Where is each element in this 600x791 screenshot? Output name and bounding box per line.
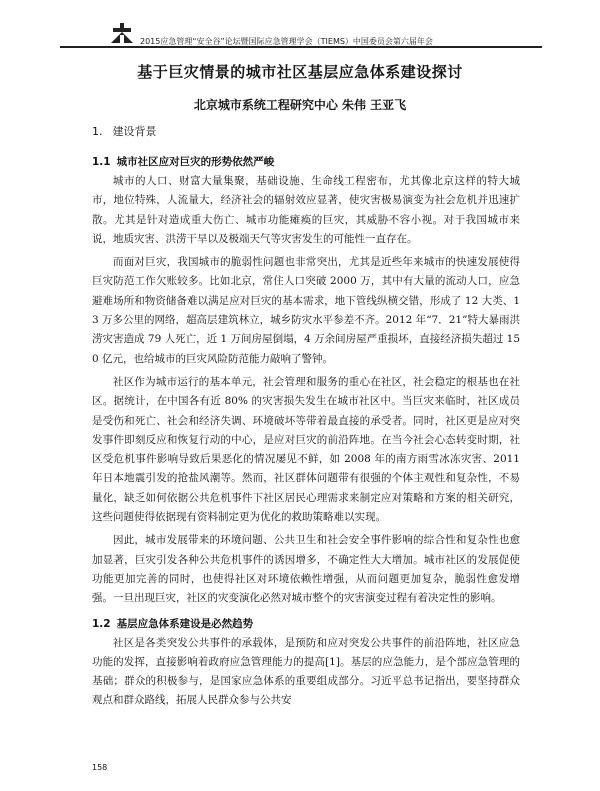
paper-title: 基于巨灾情景的城市社区基层应急体系建设探讨: [137, 63, 463, 81]
subsection-number: 1.1: [92, 156, 111, 168]
subsection-number: 1.2: [92, 617, 111, 630]
page-number: 158: [92, 763, 108, 772]
subsection-heading: [92, 154, 520, 170]
article-body: [92, 124, 520, 715]
paragraph: 社区作为城市运行的基本单元，社会管理和服务的重心在社区，社会稳定的根基也在社区。据统计，在中国各有近 80% 的灾害损失发生在城市社区中。当巨灾来临时，社区成员是受伤和死亡、社会和经济失调、环境破坏等带着最直接的承受者。同时，社区更是应对突发事件即刻反应和恢复行动的中心，是应对巨灾的前沿阵地。在当今社会心态转变时期，社区受危机事件影响导致后果恶化的情况屡见不鲜，如 2008 年的南方雨雪冰冻灾害、2011 年日本地震引发的抢盐风潮等。然而，社区群体问题带有很强的个体主观性和复杂性，不易量化，缺乏如何依据公共危机事件下社区居民心理需求来制定应对策略和方案的相关研究，这些问题使得依据现有资料制定更为优化的救助策略难以实现。: [92, 375, 520, 524]
subsection-title: 基层应急体系建设是必然趋势: [116, 617, 254, 630]
paragraph: 而面对巨灾，我国城市的脆弱性问题也非常突出，尤其是近些年来城市的快速发展使得巨灾防范工作欠账较多。比如北京，常住人口突破 2000 万，其中有大量的流动人口，应急避难场所和物资储备难以满足应对巨灾的基本需求，地下管线纵横交错，形成了 12 大类、13 万多公里的网络，超高层建筑林立，城乡防灾水平参差不齐。2012 年“7．21”特大暴雨洪涝灾害造成 79 人死亡，近 1 万间房屋倒塌，4 万余间房屋严重损坏，直接经济损失超过 150 亿元，也给城市的巨灾风险防范能力敲响了警钟。: [92, 256, 520, 365]
section-number: 1.: [92, 125, 103, 138]
subsection-title: 城市社区应对巨灾的形势依然严峻: [116, 156, 275, 168]
journal-logo-icon: [109, 22, 135, 44]
running-header: 2015应急管理“安全谷”论坛暨国际应急管理学会（TIEMS）中国委员会第六届年会: [140, 37, 433, 46]
paper-authors: 北京城市系统工程研究中心 朱伟 王亚飞: [193, 98, 407, 112]
paragraph: 因此，城市发展带来的环境问题、公共卫生和社会安全事件影响的综合性和复杂性也愈加显著，巨灾引发各种公共危机事件的诱因增多，不确定性大大增加。城市社区的发展促使功能更加完善的同时，也使得社区对环境依赖性增强，从而问题更加复杂，脆弱性愈发增强。一旦出现巨灾，社区的灾变演化必然对城市整个的灾害演变过程有着决定性的影响。: [92, 534, 520, 605]
subsection-heading: [92, 616, 520, 632]
paragraph: 社区是各类突发公共事件的承载体，是预防和应对突发公共事件的前沿阵地，社区应急功能的发挥，直接影响着政府应急管理能力的提高[1]。基层的应急能力，是个部应急管理的基础；群众的积极参与，是国家应急体系的重要组成部分。习近平总书记指出，要坚持群众观点和群众路线，拓展人民群众参与公共安: [92, 636, 520, 707]
section-title: 建设背景: [112, 125, 157, 138]
paragraph: 城市的人口、财富大量集聚，基础设施、生命线工程密布，尤其像北京这样的特大城市，地位特殊，人流量大，经济社会的辐射效应显著，使灾害极易演变为社会危机并迅速扩散。尤其是针对造成重大伤亡、城市功能瘫痪的巨灾，其威胁不容小视。对于我国城市来说，地质灾害、洪涝干旱以及极端天气等灾害发生的可能性一直存在。: [92, 175, 520, 245]
section-heading: [92, 124, 520, 140]
